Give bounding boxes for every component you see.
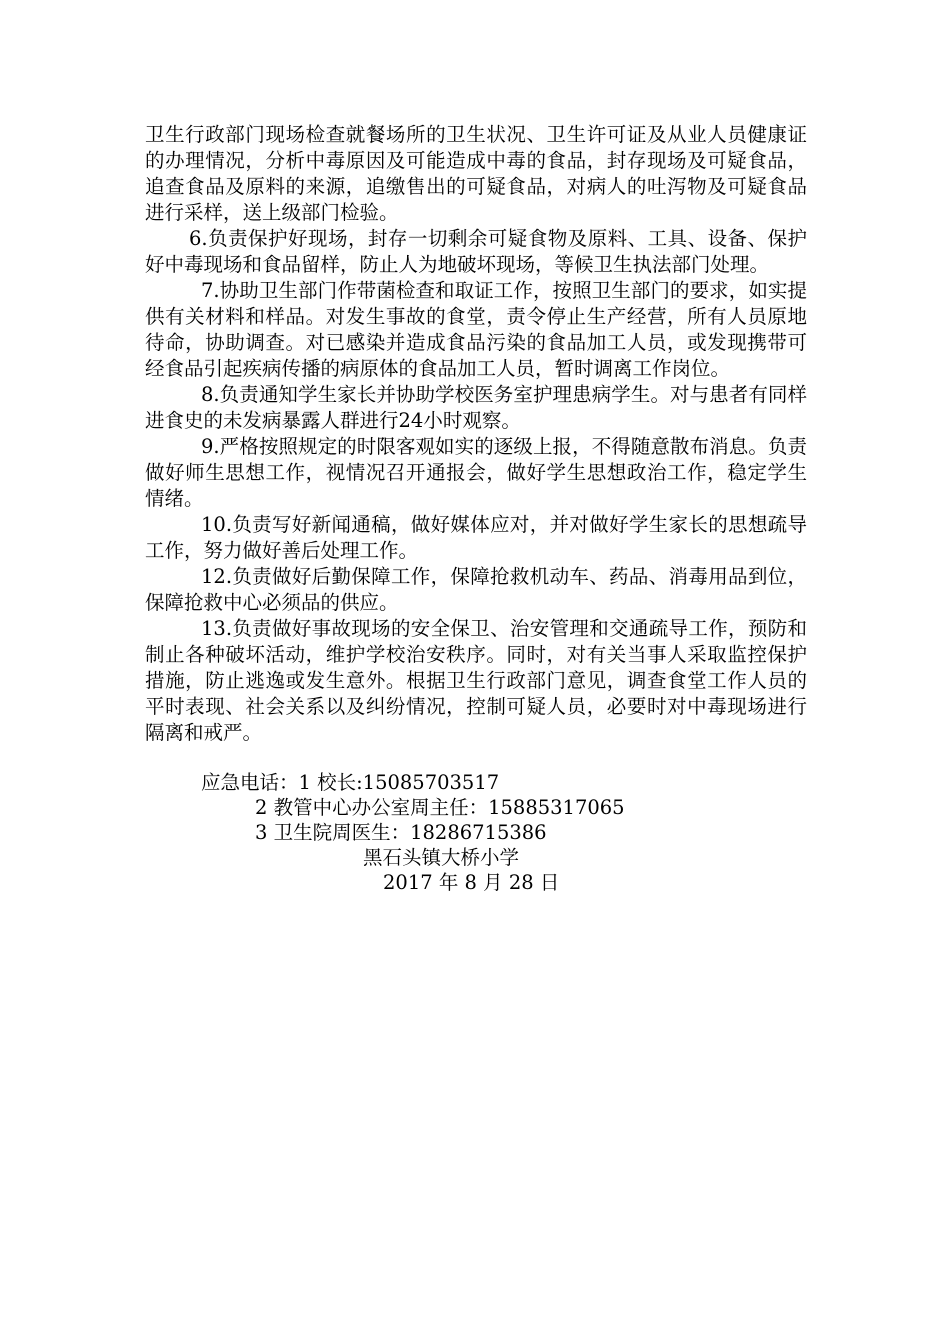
signature-date: 2017 年 8 月 28 日: [383, 871, 560, 894]
paragraph-item-13: 13.负责做好事故现场的安全保卫、治安管理和交通疏导工作，预防和制止各种破坏活动，维护学校治安秩序。同时，对有关当事人采取监控保护措施，防止逃逸或发生意外。根据卫生行政部门意见，调查食堂工作人员的平时表现、社会关系以及纠纷情况，控制可疑人员，必要时对中毒现场进行隔离和戒严。: [145, 617, 807, 744]
contact-health-center: 3 卫生院周医生：18286715386: [255, 821, 547, 844]
contact-principal: 应急电话：1 校长:15085703517: [201, 771, 500, 794]
paragraph-item-8: 8.负责通知学生家长并协助学校医务室护理患病学生。对与患者有同样进食史的未发病暴露人群进行24小时观察。: [145, 383, 807, 432]
document-body: [145, 122, 807, 746]
signature-organization: 黑石头镇大桥小学: [363, 846, 520, 869]
paragraph-item-10: 10.负责写好新闻通稿，做好媒体应对，并对做好学生家长的思想疏导工作，努力做好善后处理工作。: [145, 513, 807, 562]
paragraph-item-9: 9.严格按照规定的时限客观如实的逐级上报，不得随意散布消息。负责做好师生思想工作，视情况召开通报会，做好学生思想政治工作，稳定学生情绪。: [145, 435, 807, 510]
emergency-contacts: [145, 770, 807, 895]
paragraph-item-6: 6.负责保护好现场，封存一切剩余可疑食物及原料、工具、设备、保护好中毒现场和食品留样，防止人为地破坏现场，等候卫生执法部门处理。: [145, 227, 807, 276]
paragraph-item-12: 12.负责做好后勤保障工作，保障抢救机动车、药品、消毒用品到位，保障抢救中心必须品的供应。: [145, 565, 807, 614]
paragraph-item-7: 7.协助卫生部门作带菌检查和取证工作，按照卫生部门的要求，如实提供有关材料和样品。对发生事故的食堂，责令停止生产经营，所有人员原地待命，协助调查。对已感染并造成食品污染的食品加工人员，或发现携带可经食品引起疾病传播的病原体的食品加工人员，暂时调离工作岗位。: [145, 279, 807, 380]
contact-education-office: 2 教管中心办公室周主任：15885317065: [255, 796, 625, 819]
paragraph-continuation: 卫生行政部门现场检查就餐场所的卫生状况、卫生许可证及从业人员健康证的办理情况，分析中毒原因及可能造成中毒的食品，封存现场及可疑食品，追查食品及原料的来源，追缴售出的可疑食品，对病人的吐泻物及可疑食品进行采样，送上级部门检验。: [145, 123, 807, 224]
